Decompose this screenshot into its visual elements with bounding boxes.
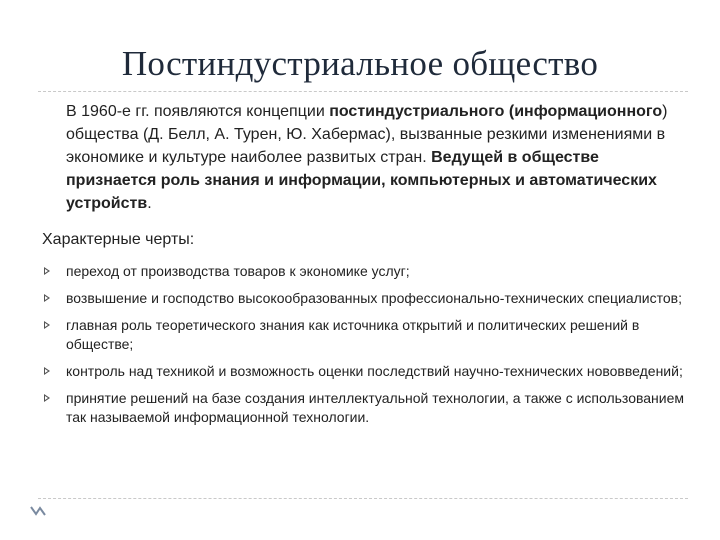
triangle-bullet-icon <box>44 321 50 329</box>
triangle-bullet-icon <box>44 267 50 275</box>
list-item-text: возвышение и господство высокообразованных профессионально-технических специалистов; <box>66 290 682 306</box>
title-divider <box>38 91 688 92</box>
intro-bold-1: постиндустриального (информационного <box>329 103 663 120</box>
slide-title: Постиндустриальное общество <box>121 44 599 83</box>
triangle-bullet-icon <box>44 294 50 302</box>
triangle-bullet-icon <box>44 367 50 375</box>
list-item-text: переход от производства товаров к экономике услуг; <box>66 263 410 279</box>
zigzag-nav-icon[interactable] <box>30 503 46 519</box>
triangle-bullet-icon <box>44 394 50 402</box>
intro-text-2: ) общества (Д. Белл, А. Турен, Ю. Хабермас), вызванные резкими изменениями в экономике и культуре наиболее развитых стран. <box>66 103 668 166</box>
intro-text-3: . <box>147 195 152 212</box>
list-item-text: главная роль теоретического знания как источника открытий и политических решений в обществе; <box>66 317 640 352</box>
features-list <box>44 262 684 435</box>
features-label: Характерные черты: <box>42 231 195 248</box>
list-item-text: принятие решений на базе создания интеллектуальной технологии, а также с использованием так называемой информационной технологии. <box>66 390 685 425</box>
intro-bold-2: Ведущей в обществе признается роль знания и информации, компьютерных и автоматических устройств <box>66 149 657 212</box>
intro-paragraph <box>66 100 676 215</box>
list-item <box>44 316 684 354</box>
list-item <box>44 262 684 281</box>
list-item-text: контроль над техникой и возможность оценки последствий научно-технических нововведений; <box>66 363 683 379</box>
intro-text-1: В 1960-е гг. появляются концепции <box>66 103 330 120</box>
list-item <box>44 289 684 308</box>
footer-divider <box>38 498 688 499</box>
list-item <box>44 389 684 427</box>
list-item <box>44 362 684 381</box>
